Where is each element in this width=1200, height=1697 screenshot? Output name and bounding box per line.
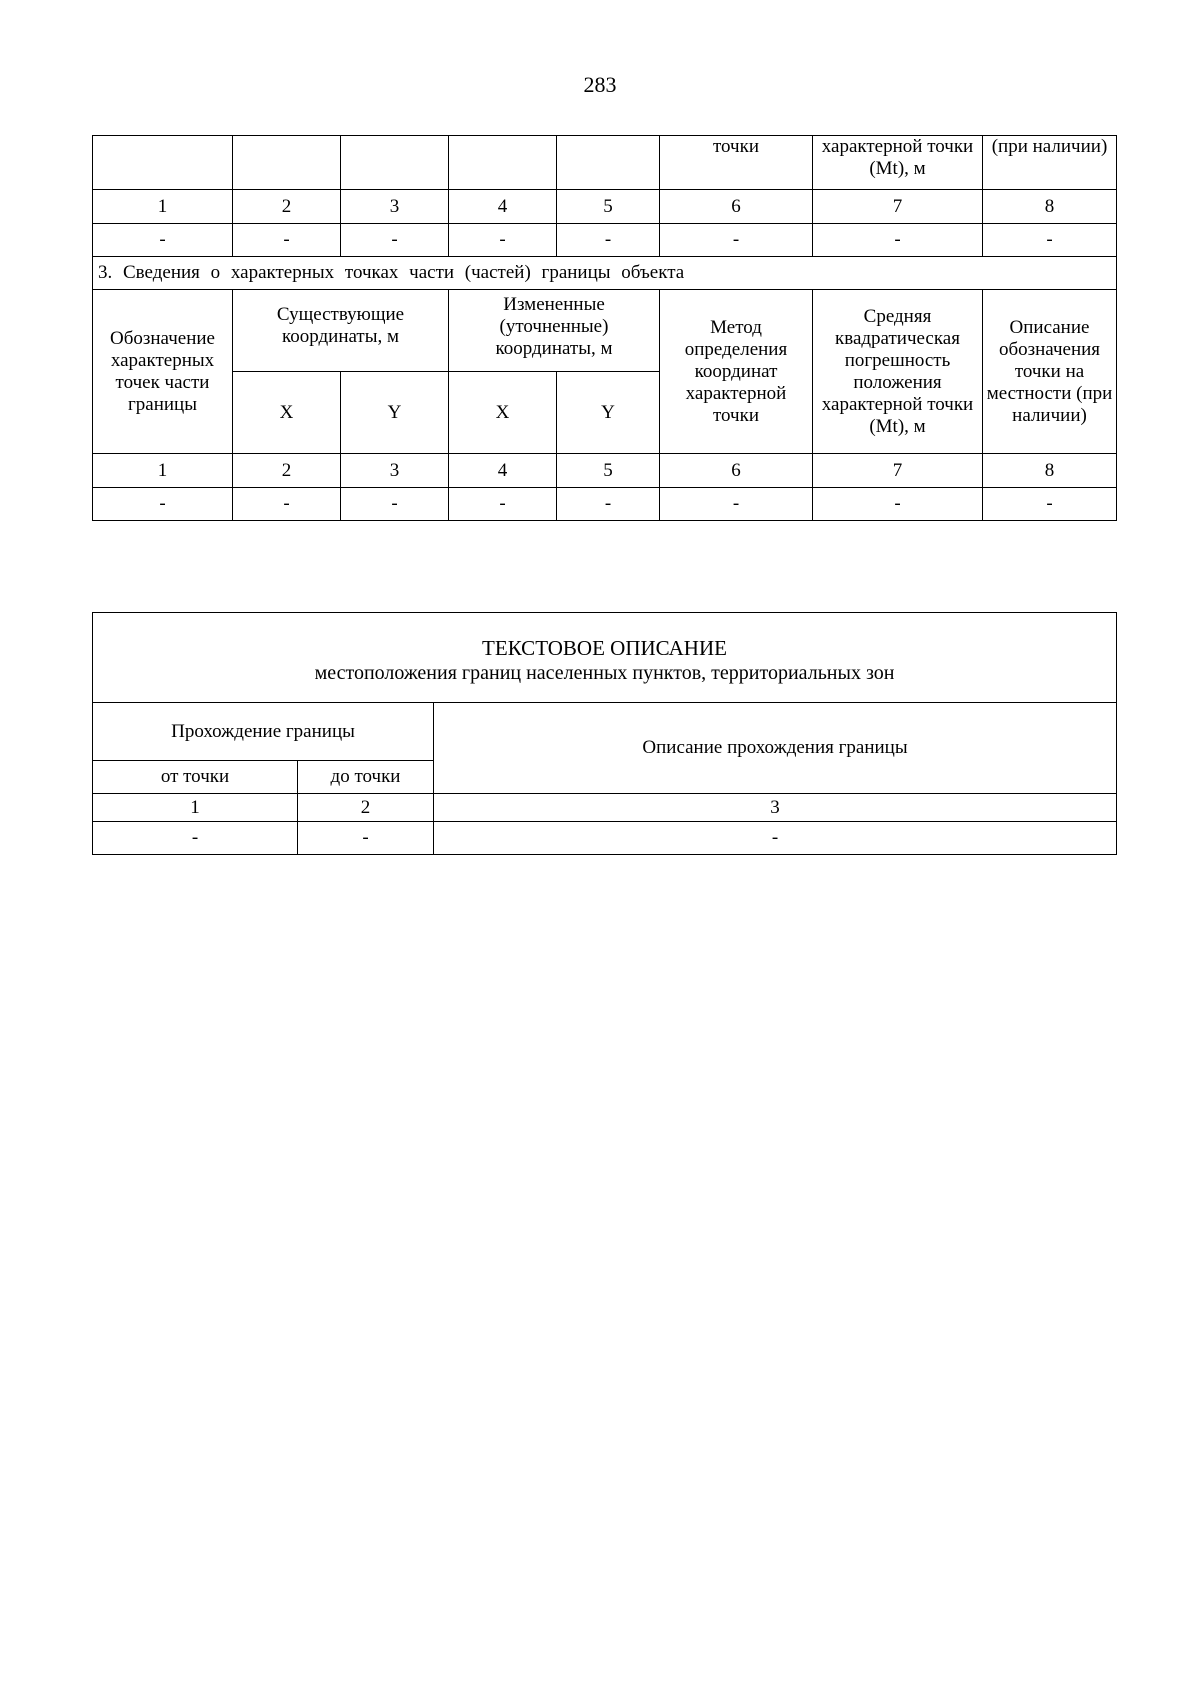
column-number: 5 [557, 454, 660, 488]
column-number: 2 [233, 454, 341, 488]
column-numbers-row [93, 454, 1117, 488]
column-number: 3 [341, 190, 449, 224]
continued-header-row [93, 136, 1117, 190]
empty-value: - [813, 224, 983, 257]
continued-header-cell [557, 136, 660, 190]
empty-value: - [93, 224, 233, 257]
column-number: 2 [298, 794, 434, 822]
continued-header-cell [93, 136, 233, 190]
column-number: 6 [660, 190, 813, 224]
column-number: 8 [983, 454, 1117, 488]
empty-value: - [93, 488, 233, 521]
dash-row [93, 488, 1117, 521]
header-description: Описание обозначения точки на местности (при наличии) [983, 290, 1117, 454]
column-number: 7 [813, 454, 983, 488]
column-numbers-row [93, 794, 1117, 822]
continued-header-cell [449, 136, 557, 190]
column-number: 6 [660, 454, 813, 488]
text-description-heading [93, 613, 1117, 703]
empty-value: - [557, 224, 660, 257]
column-number: 8 [983, 190, 1117, 224]
text-description-title-row [93, 613, 1117, 703]
empty-value: - [813, 488, 983, 521]
header-x-existing: X [233, 372, 341, 454]
column-number: 1 [93, 454, 233, 488]
continued-header-cell [233, 136, 341, 190]
empty-value: - [660, 224, 813, 257]
column-number: 4 [449, 454, 557, 488]
column-number: 5 [557, 190, 660, 224]
header-x-changed: X [449, 372, 557, 454]
empty-value: - [341, 224, 449, 257]
column-number: 1 [93, 794, 298, 822]
continued-header-cell: характерной точки (Mt), м [813, 136, 983, 190]
text-description-table [92, 612, 1117, 855]
empty-value: - [557, 488, 660, 521]
empty-value: - [449, 488, 557, 521]
section-header-row [93, 290, 1117, 372]
empty-value: - [983, 488, 1117, 521]
text-description-title: ТЕКСТОВОЕ ОПИСАНИЕ [482, 635, 727, 660]
dash-row [93, 822, 1117, 855]
empty-value: - [660, 488, 813, 521]
empty-value: - [233, 488, 341, 521]
header-boundary-description: Описание прохождения границы [434, 703, 1117, 794]
section-title-row [93, 257, 1117, 290]
continued-header-cell: (при наличии) [983, 136, 1117, 190]
column-number: 3 [434, 794, 1117, 822]
empty-value: - [233, 224, 341, 257]
header-designation: Обозначение характерных точек части границы [93, 290, 233, 454]
dash-row [93, 224, 1117, 257]
header-boundary-passage: Прохождение границы [93, 703, 434, 761]
header-error: Средняя квадратическая погрешность положения характерной точки (Mt), м [813, 290, 983, 454]
header-changed-coordinates: Измененные (уточненные) координаты, м [449, 290, 660, 372]
section-title: 3. Сведения о характерных точках части (частей) границы объекта [93, 257, 1117, 290]
empty-value: - [449, 224, 557, 257]
empty-value: - [434, 822, 1117, 855]
continued-header-cell [341, 136, 449, 190]
empty-value: - [341, 488, 449, 521]
coordinates-table [92, 135, 1117, 521]
column-number: 1 [93, 190, 233, 224]
empty-value: - [93, 822, 298, 855]
header-y-existing: Y [341, 372, 449, 454]
header-to-point: до точки [298, 761, 434, 794]
page-number: 283 [583, 72, 617, 97]
boundary-header-row [93, 703, 1117, 761]
column-number: 3 [341, 454, 449, 488]
continued-header-cell: точки [660, 136, 813, 190]
header-from-point: от точки [93, 761, 298, 794]
column-number: 2 [233, 190, 341, 224]
header-method: Метод определения координат характерной точки [660, 290, 813, 454]
empty-value: - [298, 822, 434, 855]
column-numbers-row [93, 190, 1117, 224]
column-number: 7 [813, 190, 983, 224]
column-number: 4 [449, 190, 557, 224]
header-y-changed: Y [557, 372, 660, 454]
header-existing-coordinates: Существующие координаты, м [233, 290, 449, 372]
empty-value: - [983, 224, 1117, 257]
text-description-subtitle: местоположения границ населенных пунктов, территориальных зон [314, 661, 895, 684]
